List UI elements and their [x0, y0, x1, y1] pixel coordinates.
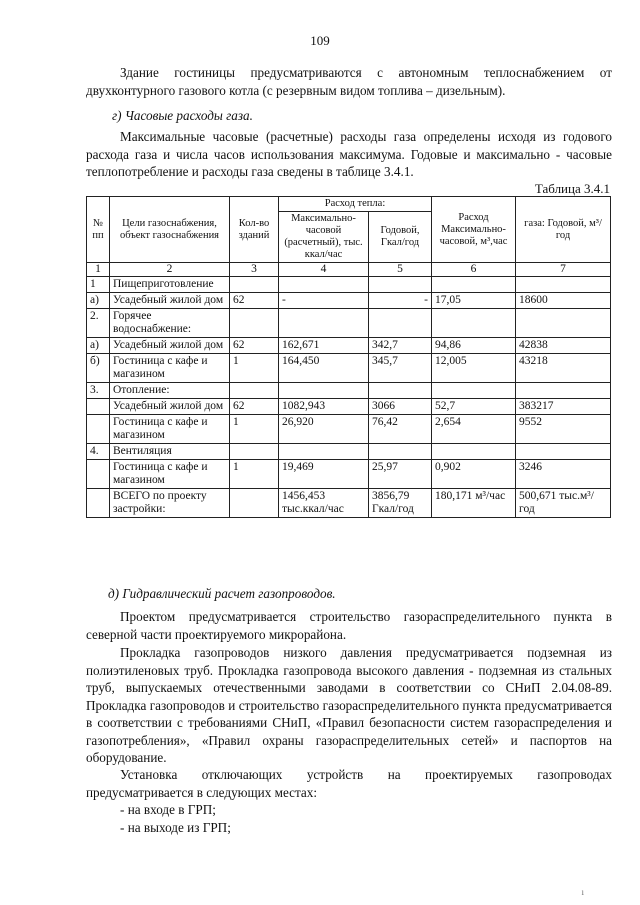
list-item: - на выходе из ГРП; [120, 820, 231, 835]
row-heat-max: 1082,943 [279, 399, 369, 415]
row-gas-max: 12,005 [432, 354, 516, 383]
row-gas-annual: 43218 [516, 354, 611, 383]
table-row [87, 399, 611, 415]
row-num [87, 415, 110, 444]
row-count: 62 [230, 399, 279, 415]
row-heat-annual: - [369, 293, 432, 309]
row-gas-max [432, 277, 516, 293]
column-number: 3 [230, 263, 279, 277]
row-name: Гостиница с кафе и магазином [110, 460, 230, 489]
column-numbers-row [87, 263, 611, 277]
header-gas-annual: газа: Годовой, м³/год [516, 197, 611, 263]
row-gas-max [432, 383, 516, 399]
row-name: Отопление: [110, 383, 230, 399]
row-num [87, 460, 110, 489]
section-d-paragraph-2: Прокладка газопроводов низкого давления предусматривается подземная из полиэтиленовых труб. Прокладка газопровода высокого давления - подземная из стальных труб, выпускаемых отечественными заводами в соответствии со СНиП 2.04.08-89. Прокладка газопроводов и строительство газораспределительного пункта предусматривается в соответствии с требованиями СНиП, «Правил безопасности систем газораспределения и газопотребления», «Правил охраны газораспределительных сетей» и паспортов на оборудование. [86, 645, 612, 765]
row-count [230, 383, 279, 399]
row-name: Гостиница с кафе и магазином [110, 354, 230, 383]
row-heat-annual: 345,7 [369, 354, 432, 383]
row-gas-max [432, 444, 516, 460]
row-gas-annual: 9552 [516, 415, 611, 444]
column-number: 1 [87, 263, 110, 277]
row-heat-max: 162,671 [279, 338, 369, 354]
row-count: 62 [230, 338, 279, 354]
row-gas-annual: 383217 [516, 399, 611, 415]
row-heat-max [279, 383, 369, 399]
table-row [87, 444, 611, 460]
section-d-paragraph-1: Проектом предусматривается строительство газораспределительного пункта в северной части проектируемого микрорайона. [86, 609, 612, 642]
row-heat-annual [369, 444, 432, 460]
header-purpose: Цели газоснабжения, объект газоснабжения [110, 197, 230, 263]
column-number: 2 [110, 263, 230, 277]
row-gas-annual: 500,671 тыс.м³/год [516, 489, 611, 518]
row-gas-annual [516, 444, 611, 460]
row-count [230, 309, 279, 338]
row-name: Усадебный жилой дом [110, 293, 230, 309]
row-name: Горячее водоснабжение: [110, 309, 230, 338]
row-name: Усадебный жилой дом [110, 399, 230, 415]
gas-consumption-table [86, 196, 611, 518]
row-heat-annual [369, 383, 432, 399]
column-number: 7 [516, 263, 611, 277]
page-number: 109 [310, 33, 330, 48]
column-number: 4 [279, 263, 369, 277]
section-d-paragraph-3: Установка отключающих устройств на проектируемых газопроводах предусматривается в следующих местах: [86, 767, 612, 800]
row-gas-max: 52,7 [432, 399, 516, 415]
row-num: а) [87, 293, 110, 309]
row-num: 3. [87, 383, 110, 399]
row-gas-annual [516, 383, 611, 399]
row-gas-annual [516, 309, 611, 338]
row-heat-max: 164,450 [279, 354, 369, 383]
row-name: Усадебный жилой дом [110, 338, 230, 354]
table-row [87, 277, 611, 293]
row-heat-annual: 76,42 [369, 415, 432, 444]
row-gas-annual: 42838 [516, 338, 611, 354]
row-count: 62 [230, 293, 279, 309]
row-count: 1 [230, 415, 279, 444]
header-num: № пп [87, 197, 110, 263]
row-heat-max: 19,469 [279, 460, 369, 489]
corner-mark: ı [581, 887, 584, 897]
table-row [87, 383, 611, 399]
column-number: 6 [432, 263, 516, 277]
row-name: Пищеприготовление [110, 277, 230, 293]
list-item: - на входе в ГРП; [120, 802, 216, 817]
row-heat-annual [369, 309, 432, 338]
section-g-heading: г) Часовые расходы газа. [112, 108, 253, 123]
section-g-paragraph: Максимальные часовые (расчетные) расходы газа определены исходя из годового расхода газа и числа часов использования максимума. Годовые и максимально - часовые теплопотребление и расходы газа сведены в таблице 3.4.1. [86, 129, 612, 179]
row-heat-annual: 342,7 [369, 338, 432, 354]
table-row [87, 309, 611, 338]
row-gas-max: 2,654 [432, 415, 516, 444]
row-name: Гостиница с кафе и магазином [110, 415, 230, 444]
row-heat-max: 26,920 [279, 415, 369, 444]
row-num: 1 [87, 277, 110, 293]
row-heat-annual [369, 277, 432, 293]
row-count: 1 [230, 354, 279, 383]
row-gas-max: 0,902 [432, 460, 516, 489]
row-num: 2. [87, 309, 110, 338]
row-count [230, 277, 279, 293]
table-row [87, 415, 611, 444]
row-heat-max [279, 277, 369, 293]
row-heat-annual: 3856,79 Гкал/год [369, 489, 432, 518]
header-gas-max: Расход Максимально-часовой, м³,час [432, 197, 516, 263]
row-heat-annual: 3066 [369, 399, 432, 415]
row-gas-max: 180,171 м³/час [432, 489, 516, 518]
row-num [87, 399, 110, 415]
row-heat-annual: 25,97 [369, 460, 432, 489]
row-heat-max: 1456,453 тыс.ккал/час [279, 489, 369, 518]
row-name: Вентиляция [110, 444, 230, 460]
row-gas-annual: 3246 [516, 460, 611, 489]
table-total-row [87, 489, 611, 518]
row-num: 4. [87, 444, 110, 460]
row-gas-max: 17,05 [432, 293, 516, 309]
table-row [87, 338, 611, 354]
row-num: б) [87, 354, 110, 383]
row-heat-max [279, 309, 369, 338]
table-caption: Таблица 3.4.1 [534, 181, 610, 196]
column-number: 5 [369, 263, 432, 277]
row-gas-annual [516, 277, 611, 293]
row-gas-max: 94,86 [432, 338, 516, 354]
table-row [87, 293, 611, 309]
row-gas-annual: 18600 [516, 293, 611, 309]
row-name: ВСЕГО по проекту застройки: [110, 489, 230, 518]
row-num: а) [87, 338, 110, 354]
row-num [87, 489, 110, 518]
header-heat-group: Расход тепла: [279, 197, 432, 212]
row-count: 1 [230, 460, 279, 489]
row-gas-max [432, 309, 516, 338]
row-count [230, 489, 279, 518]
table-row [87, 460, 611, 489]
row-heat-max: - [279, 293, 369, 309]
header-count: Кол-во зданий [230, 197, 279, 263]
header-heat-annual: Годовой, Гкал/год [369, 212, 432, 263]
table-row [87, 354, 611, 383]
row-heat-max [279, 444, 369, 460]
intro-paragraph: Здание гостиницы предусматриваются с автономным теплоснабжением от двухконтурного газового котла (с резервным видом топлива – дизельным). [86, 65, 612, 98]
section-d-heading: д) Гидравлический расчет газопроводов. [108, 586, 336, 601]
row-count [230, 444, 279, 460]
header-heat-max: Максимально-часовой (расчетный), тыс. ккал/час [279, 212, 369, 263]
